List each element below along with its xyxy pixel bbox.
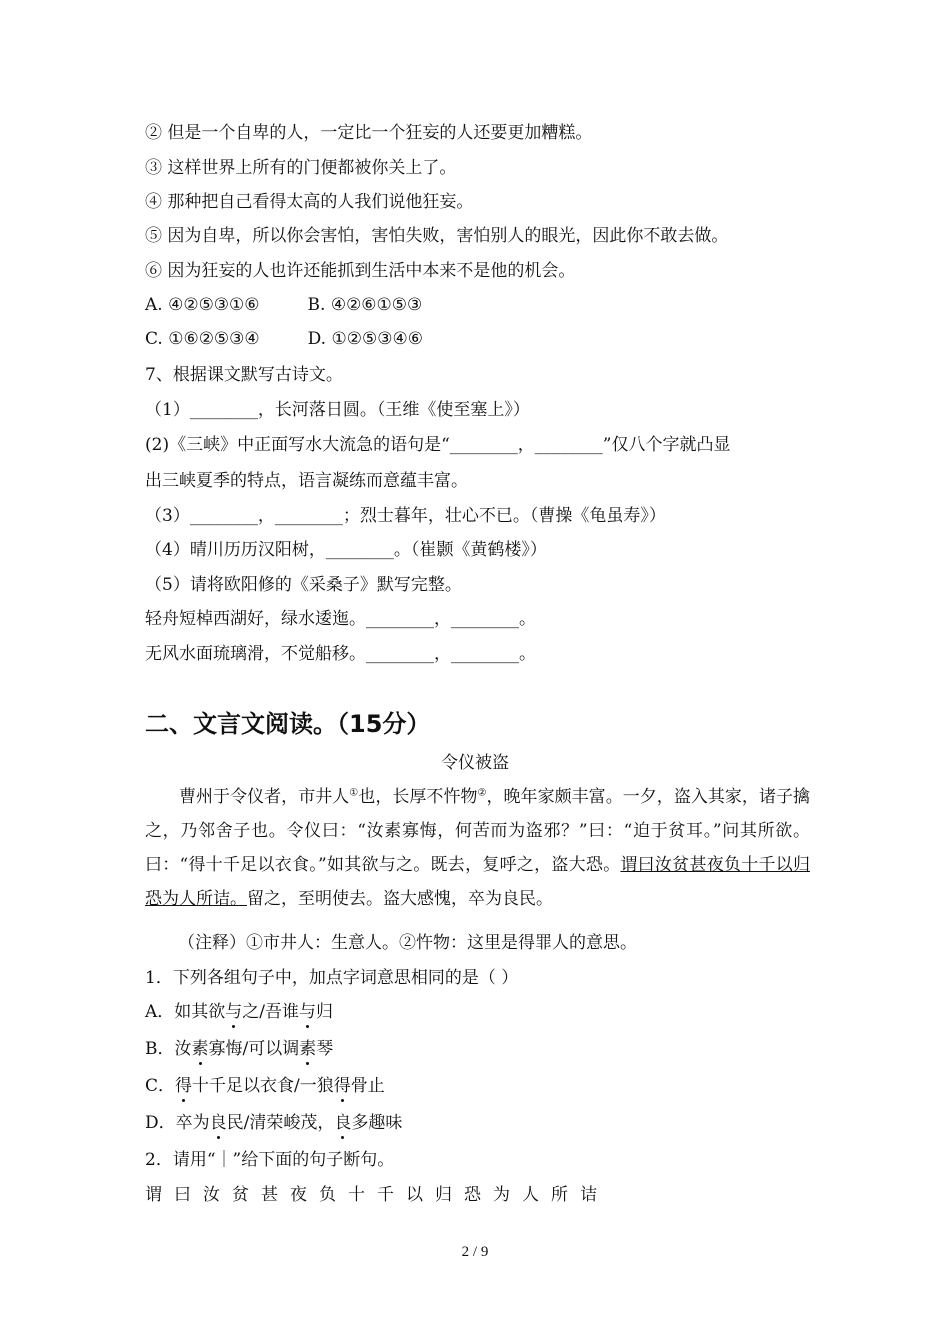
- q7-item-1: （1）________，长河落日圆。（王维《使至塞上》）: [145, 400, 530, 420]
- q7-item-5: （5）请将欧阳修的《采桑子》默写完整。: [145, 575, 462, 595]
- dotted-char: 素: [191, 1039, 209, 1059]
- page-number: 2 / 9: [461, 1244, 489, 1260]
- q7-item-4: （4）晴川历历汉阳树，________。（崔颢《黄鹤楼》）: [145, 540, 547, 560]
- dotted-char: 得: [333, 1076, 351, 1096]
- q1d-text-mid: 民/清荣峻茂，: [226, 1113, 335, 1133]
- dotted-char: 素: [299, 1039, 317, 1059]
- q1a-text-mid: 之/吾谁: [242, 1002, 300, 1022]
- option-d: D. ①②⑤③④⑥: [307, 329, 423, 349]
- q7-item-5a: 轻舟短棹西湖好，绿水逶迤。________，________。: [145, 609, 536, 629]
- dotted-char: 良: [334, 1113, 352, 1133]
- sentence-3: ③ 这样世界上所有的门便都被你关上了。: [145, 158, 457, 178]
- underlined-sentence: 谓曰汝贫甚夜负十千以归恐为人所诘。: [145, 855, 810, 909]
- q7-item-3: （3）________，________；烈士暮年，壮心不已。（曹操《龟虽寿》）: [145, 506, 666, 526]
- q1c-text-mid: 十千足以衣食/一狼: [192, 1076, 334, 1096]
- options-row-2: [145, 327, 423, 351]
- q1a-text-post: 归: [316, 1002, 334, 1022]
- q1c-text-pre: C．: [145, 1076, 176, 1096]
- section-heading: 二、文言文阅读。（15分）: [145, 710, 431, 738]
- q1-option-c: [145, 1074, 385, 1098]
- sentence-6: ⑥ 因为狂妄的人也许还能抓到生活中本来不是他的机会。: [145, 261, 576, 281]
- sentence-4: ④ 那种把自己看得太高的人我们说他狂妄。: [145, 192, 474, 212]
- q1c-text-post: 骨止: [350, 1076, 385, 1096]
- q7-item-2b: 出三峡夏季的特点，语言凝练而意蕴丰富。: [145, 471, 468, 491]
- options-row-1: [145, 293, 422, 317]
- passage-text-b: 也，长厚不忤物: [358, 787, 478, 807]
- q1b-text-mid: 寡悔/可以调: [208, 1039, 300, 1059]
- q7-item-2a: (2)《三峡》中正面写水大流急的语句是“________，________”仅八个字就凸显: [145, 435, 731, 455]
- dotted-char: 与: [225, 1002, 243, 1022]
- q1a-text-pre: A．如其欲: [145, 1002, 226, 1022]
- option-c: C. ①⑥②⑤③④: [145, 329, 260, 349]
- dotted-char: 与: [299, 1002, 317, 1022]
- dotted-char: 良: [209, 1113, 227, 1133]
- option-a: A. ④②⑤③①⑥: [145, 295, 260, 315]
- q1-option-b: [145, 1037, 333, 1061]
- q1b-text-post: 琴: [316, 1039, 334, 1059]
- question-1: 1．下列各组句子中，加点字词意思相同的是（ ）: [145, 968, 519, 988]
- dotted-char: 得: [175, 1076, 193, 1096]
- question-2: 2．请用“｜”给下面的句子断句。: [145, 1150, 395, 1170]
- annotation-note: （注释）①市井人：生意人。②忤物：这里是得罪人的意思。: [178, 933, 637, 953]
- passage-text-a: 曹州于令仪者，市井人: [179, 787, 350, 807]
- q1b-text-pre: B．汝: [145, 1039, 192, 1059]
- option-b: B. ④②⑥①⑤③: [307, 295, 423, 315]
- q7-item-5b: 无风水面琉璃滑，不觉船移。________，________。: [145, 644, 536, 664]
- sentence-2: ② 但是一个自卑的人，一定比一个狂妄的人还要更加糟糕。: [145, 123, 593, 143]
- footnote-mark-1: ①: [349, 787, 359, 799]
- q1-option-d: [145, 1111, 402, 1135]
- passage-text-c: ，晚年家颇丰富。一夕，盗入其家，诸子擒之，乃邻舍子也。令仪曰：“汝素寡悔，何苦而为盗邪？”曰：“迫于贫耳。”问其所欲。曰：“得十千足以衣食。”如其欲与之。既去，复呼之，盗大恐。: [145, 787, 811, 875]
- sentence-5: ⑤ 因为自卑，所以你会害怕，害怕失败，害怕别人的眼光，因此你不敢去做。: [145, 226, 729, 246]
- footnote-mark-2: ②: [477, 787, 487, 799]
- q1d-text-post: 多趣味: [351, 1113, 403, 1133]
- punctuation-sentence: 谓曰汝贫甚夜负十千以归恐为人所诘: [145, 1185, 609, 1205]
- q7-title: 7、根据课文默写古诗文。: [145, 365, 343, 385]
- passage-body: [145, 780, 810, 916]
- q1d-text-pre: D．卒为: [145, 1113, 210, 1133]
- passage-text-d: 留之，至明使去。盗大感愧，卒为良民。: [247, 889, 553, 909]
- passage-title: 令仪被盗: [441, 753, 509, 773]
- q1-option-a: [145, 1000, 333, 1024]
